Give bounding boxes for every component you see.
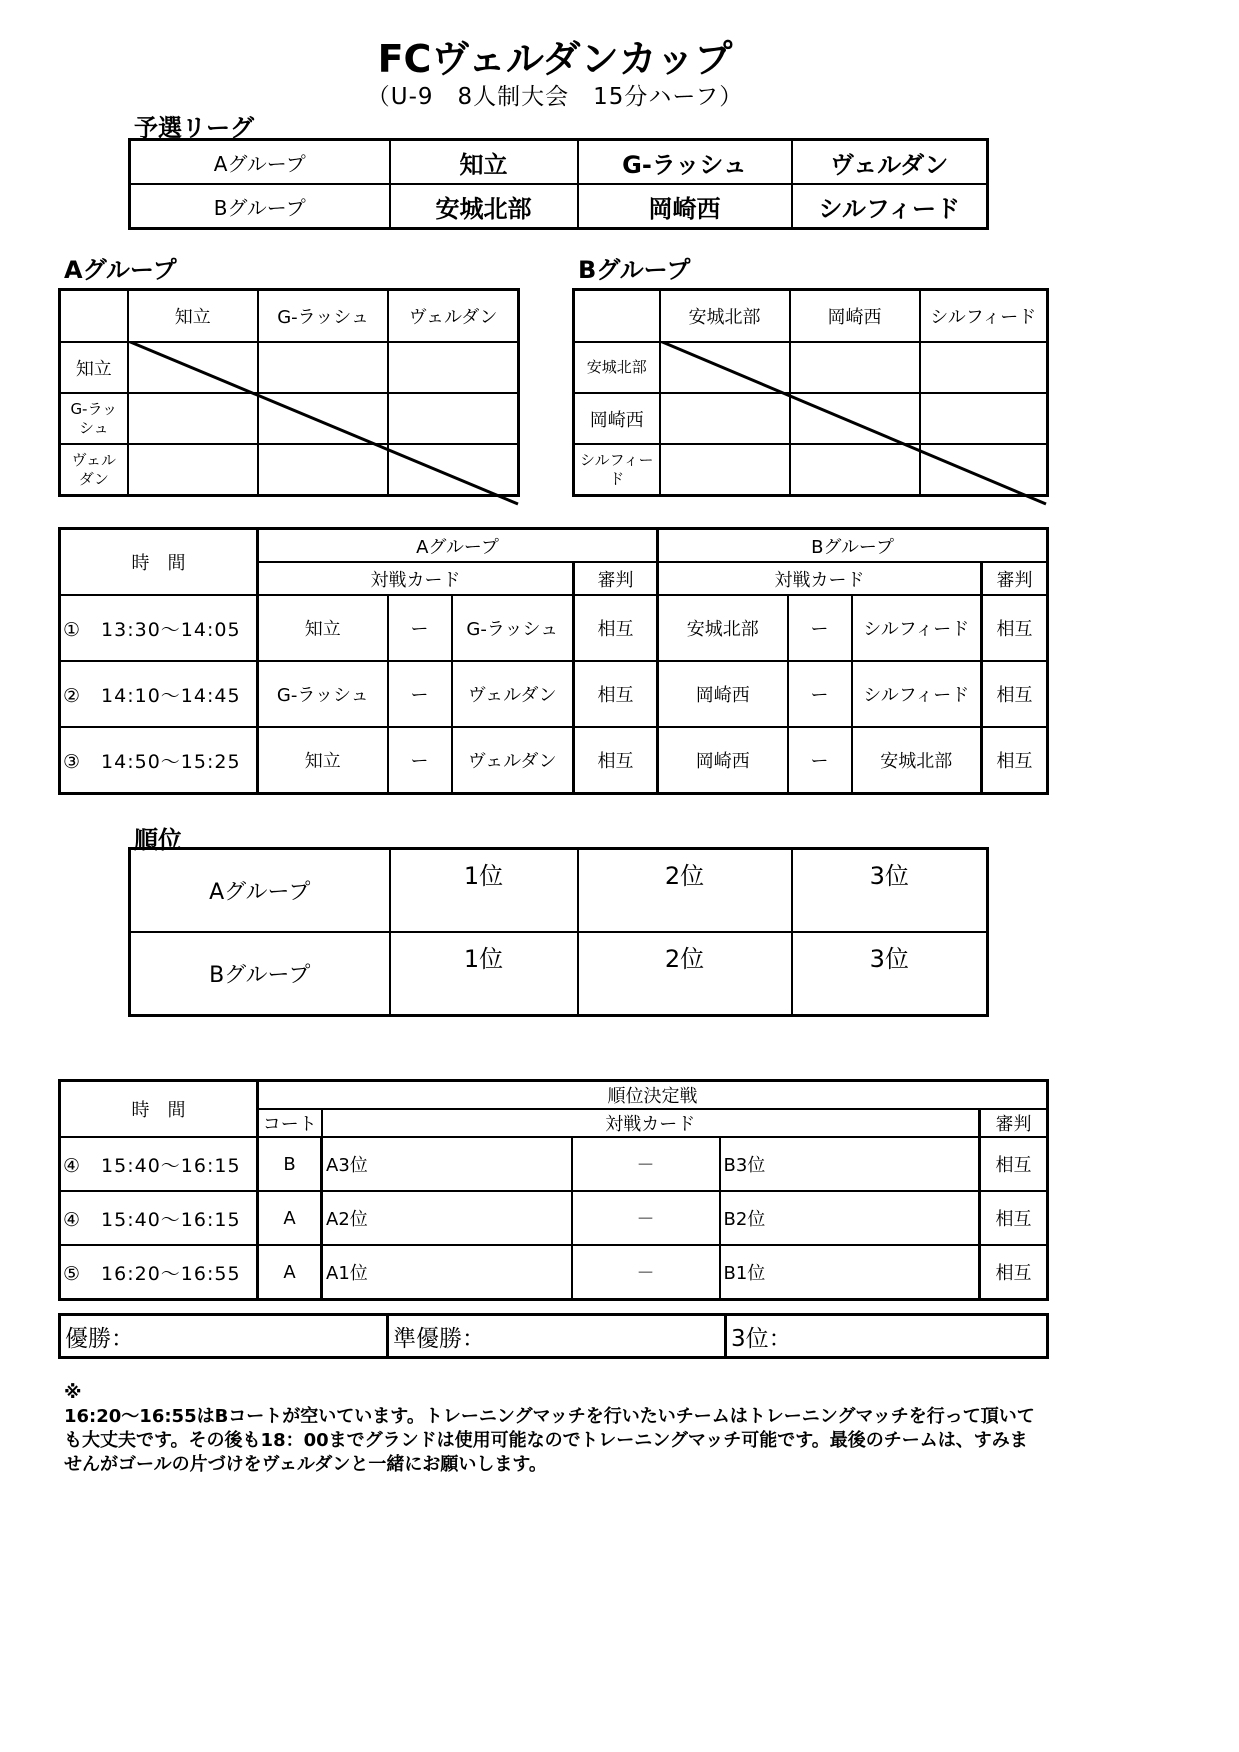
time-header: 時 間 xyxy=(60,529,258,596)
place-cell: 3位 xyxy=(792,849,988,933)
row-header: 岡崎西 xyxy=(574,393,660,444)
finals-row xyxy=(60,1245,1048,1300)
team-cell: 知立 xyxy=(390,140,578,185)
vs-cell: － xyxy=(572,1245,720,1300)
ranking-table xyxy=(128,847,989,1017)
team-cell: 岡崎西 xyxy=(658,661,788,727)
result-cell xyxy=(920,342,1048,393)
col-header: シルフィード xyxy=(920,290,1048,343)
champion-cell: 優勝： xyxy=(60,1315,388,1358)
team-cell: シルフィード xyxy=(792,184,988,229)
finals-row xyxy=(60,1191,1048,1245)
ref-cell: 相互 xyxy=(980,1137,1048,1191)
court-cell: A xyxy=(258,1245,322,1300)
time-header: 時 間 xyxy=(60,1081,258,1138)
result-cell xyxy=(388,444,518,496)
ref-cell: 相互 xyxy=(574,661,658,727)
place-cell: 2位 xyxy=(578,849,792,933)
group-cell: Aグループ xyxy=(130,140,390,185)
team-cell: B3位 xyxy=(720,1137,980,1191)
team-cell: G-ラッシュ xyxy=(452,595,574,661)
group-cell: Bグループ xyxy=(130,932,390,1016)
team-cell: 知立 xyxy=(258,727,388,794)
result-cell xyxy=(258,393,388,444)
vs-cell: － xyxy=(572,1137,720,1191)
time-cell: ① 13:30〜14:05 xyxy=(60,595,258,661)
col-header: 岡崎西 xyxy=(790,290,920,343)
page-subtitle: （U-9 8人制大会 15分ハーフ） xyxy=(366,84,744,110)
team-cell: 安城北部 xyxy=(390,184,578,229)
row-header: ヴェル ダン xyxy=(60,444,128,496)
time-cell: ③ 14:50〜15:25 xyxy=(60,727,258,794)
team-cell: 岡崎西 xyxy=(658,727,788,794)
third-place-cell: 3位： xyxy=(726,1315,1048,1358)
vs-cell: ー xyxy=(388,727,452,794)
corner-cell xyxy=(60,290,128,343)
note xyxy=(64,1381,1044,1477)
finals-row xyxy=(60,1137,1048,1191)
card-header: 対戦カード xyxy=(322,1109,980,1137)
ranking-row-b xyxy=(130,932,988,1016)
team-cell: 安城北部 xyxy=(852,727,982,794)
schedule-row xyxy=(60,661,1048,727)
result-cell xyxy=(920,393,1048,444)
col-header: 知立 xyxy=(128,290,258,343)
row-header: G-ラッ シュ xyxy=(60,393,128,444)
col-header: G-ラッシュ xyxy=(258,290,388,343)
court-cell: A xyxy=(258,1191,322,1245)
team-cell: B2位 xyxy=(720,1191,980,1245)
ref-cell: 相互 xyxy=(574,727,658,794)
vs-cell: ー xyxy=(788,661,852,727)
finals-title: 順位決定戦 xyxy=(258,1081,1048,1110)
prelim-table xyxy=(128,138,989,230)
ref-header: 審判 xyxy=(982,562,1048,595)
vs-cell: ー xyxy=(788,595,852,661)
finals-table xyxy=(58,1079,1049,1301)
winners-table xyxy=(58,1313,1049,1359)
result-cell xyxy=(920,444,1048,496)
ranking-row-a xyxy=(130,849,988,933)
runner-up-cell: 準優勝： xyxy=(388,1315,726,1358)
ranking-label: 順位 xyxy=(134,826,182,854)
result-cell xyxy=(258,444,388,496)
prelim-label: 予選リーグ xyxy=(134,114,254,142)
result-cell xyxy=(128,393,258,444)
group-a-header: Aグループ xyxy=(258,529,658,563)
ref-header: 審判 xyxy=(980,1109,1048,1137)
vs-cell: ー xyxy=(388,595,452,661)
col-header: ヴェルダン xyxy=(388,290,518,343)
vs-cell: ー xyxy=(788,727,852,794)
schedule-row xyxy=(60,727,1048,794)
ref-cell: 相互 xyxy=(982,727,1048,794)
corner-cell xyxy=(574,290,660,343)
court-cell: B xyxy=(258,1137,322,1191)
team-cell: ヴェルダン xyxy=(452,661,574,727)
time-cell: ④ 15:40〜16:15 xyxy=(60,1137,258,1191)
time-cell: ② 14:10〜14:45 xyxy=(60,661,258,727)
group-b-matrix xyxy=(572,288,1049,497)
result-cell xyxy=(128,444,258,496)
team-cell: 岡崎西 xyxy=(578,184,792,229)
place-cell: 2位 xyxy=(578,932,792,1016)
team-cell: A2位 xyxy=(322,1191,572,1245)
schedule-table xyxy=(58,527,1049,795)
prelim-row-b xyxy=(130,184,988,229)
result-cell xyxy=(660,393,790,444)
vs-cell: ー xyxy=(388,661,452,727)
card-header: 対戦カード xyxy=(658,562,982,595)
team-cell: A3位 xyxy=(322,1137,572,1191)
col-header: 安城北部 xyxy=(660,290,790,343)
team-cell: シルフィード xyxy=(852,661,982,727)
ref-cell: 相互 xyxy=(982,661,1048,727)
group-cell: Aグループ xyxy=(130,849,390,933)
result-cell xyxy=(660,342,790,393)
result-cell xyxy=(128,342,258,393)
result-cell xyxy=(388,393,518,444)
prelim-row-a xyxy=(130,140,988,185)
time-cell: ⑤ 16:20〜16:55 xyxy=(60,1245,258,1300)
team-cell: 知立 xyxy=(258,595,388,661)
group-a-label: Aグループ xyxy=(64,256,177,284)
page-title: FCヴェルダンカップ xyxy=(377,37,733,81)
place-cell: 1位 xyxy=(390,849,578,933)
row-header: 安城北部 xyxy=(574,342,660,393)
group-a-matrix xyxy=(58,288,520,497)
row-header: 知立 xyxy=(60,342,128,393)
result-cell xyxy=(790,393,920,444)
group-b-header: Bグループ xyxy=(658,529,1048,563)
time-cell: ④ 15:40〜16:15 xyxy=(60,1191,258,1245)
ref-header: 審判 xyxy=(574,562,658,595)
place-cell: 3位 xyxy=(792,932,988,1016)
result-cell xyxy=(258,342,388,393)
ref-cell: 相互 xyxy=(982,595,1048,661)
ref-cell: 相互 xyxy=(980,1191,1048,1245)
note-mark: ※ xyxy=(64,1382,82,1403)
ref-cell: 相互 xyxy=(980,1245,1048,1300)
team-cell: G-ラッシュ xyxy=(578,140,792,185)
place-cell: 1位 xyxy=(390,932,578,1016)
result-cell xyxy=(790,342,920,393)
result-cell xyxy=(660,444,790,496)
team-cell: B1位 xyxy=(720,1245,980,1300)
team-cell: シルフィード xyxy=(852,595,982,661)
vs-cell: － xyxy=(572,1191,720,1245)
row-header: シルフィー ド xyxy=(574,444,660,496)
team-cell: ヴェルダン xyxy=(792,140,988,185)
result-cell xyxy=(790,444,920,496)
note-text: 16:20〜16:55はBコートが空いています。トレーニングマッチを行いたいチームはトレーニングマッチを行って頂いても大丈夫です。その後も18：00までグランドは使用可能なのでトレーニングマッチ可能です。最後のチームは、すみませんがゴールの片づけをヴェルダンと一緒にお願いします。 xyxy=(64,1406,1035,1475)
schedule-row xyxy=(60,595,1048,661)
ref-cell: 相互 xyxy=(574,595,658,661)
court-header: コート xyxy=(258,1109,322,1137)
team-cell: ヴェルダン xyxy=(452,727,574,794)
group-cell: Bグループ xyxy=(130,184,390,229)
team-cell: 安城北部 xyxy=(658,595,788,661)
card-header: 対戦カード xyxy=(258,562,574,595)
team-cell: G-ラッシュ xyxy=(258,661,388,727)
result-cell xyxy=(388,342,518,393)
group-b-label: Bグループ xyxy=(578,256,691,284)
team-cell: A1位 xyxy=(322,1245,572,1300)
